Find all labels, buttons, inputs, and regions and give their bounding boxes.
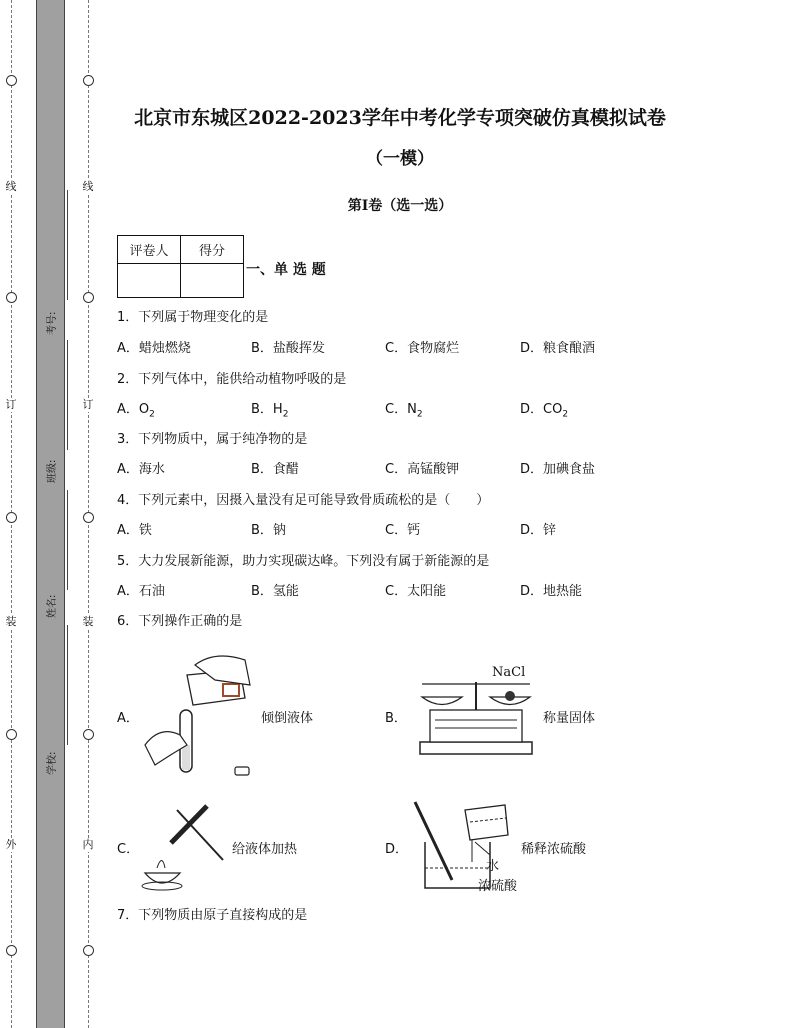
pouring-liquid-figure [135,650,260,785]
option-d-caption: 稀释浓硫酸 [521,842,587,857]
question-3: 3．下列物质中，属于纯净物的是 [117,432,308,447]
margin-char: 线 [5,180,17,193]
option-text: A．O [117,402,150,417]
field-name: 姓名: [47,594,58,618]
exam-title-subtitle: （一模） [366,149,434,169]
option-d[interactable]: D．加碘食盐 [520,462,596,477]
option-a-letter[interactable]: A． [117,711,139,726]
field-underline [67,190,68,300]
binding-hole [6,512,17,523]
binding-hole [6,75,17,86]
option-d[interactable]: D．粮食酿酒 [520,341,596,356]
option-b[interactable] [251,398,288,420]
binding-hole [83,292,94,303]
question-7: 7．下列物质由原子直接构成的是 [117,908,308,923]
option-text: D．CO [520,402,563,417]
part-title: 一、单 选 题 [246,262,326,278]
question-6: 6．下列操作正确的是 [117,614,243,629]
margin-char: 外 [5,838,17,851]
option-c-caption: 给液体加热 [232,842,298,857]
binding-hole [83,729,94,740]
option-c[interactable]: C．高锰酸钾 [385,462,460,477]
binding-hole [83,945,94,956]
option-a-caption: 倾倒液体 [261,711,314,726]
option-b-caption: 称量固体 [543,711,596,726]
question-4: 4．下列元素中，因摄入量没有足可能导致骨质疏松的是（ ） [117,493,490,508]
margin-char: 线 [82,180,94,193]
option-a[interactable]: A．海水 [117,462,165,477]
subscript: 2 [149,409,155,420]
subscript: 2 [562,409,569,420]
option-d[interactable]: D．锌 [520,523,557,538]
margin-char: 装 [5,615,17,628]
option-c[interactable]: C．钙 [385,523,421,538]
score-table [117,235,244,298]
option-b[interactable]: B．钠 [251,523,286,538]
field-school: 学校: [47,751,58,775]
option-a[interactable]: A．蜡烛燃烧 [117,341,191,356]
binding-hole [6,729,17,740]
option-d[interactable]: D．地热能 [520,584,583,599]
option-text: C．N [385,402,417,417]
option-c-letter[interactable]: C． [117,842,140,857]
question-2: 2．下列气体中，能供给动植物呼吸的是 [117,372,347,387]
nacl-label: NaCl [492,665,526,680]
heating-liquid-figure [135,798,230,893]
option-b[interactable]: B．食醋 [251,462,299,477]
water-label: 水 [486,859,500,874]
binding-hole [6,292,17,303]
option-c[interactable] [385,398,423,420]
option-d[interactable] [520,398,568,420]
binding-hole [83,512,94,523]
option-a[interactable] [117,398,155,420]
field-class: 班级: [47,459,58,483]
score-table-header: 得分 [181,236,244,264]
field-underline [67,490,68,590]
option-d-letter[interactable]: D． [385,842,409,857]
option-text: B．H [251,402,283,417]
option-a[interactable]: A．铁 [117,523,152,538]
option-b[interactable]: B．盐酸挥发 [251,341,325,356]
subscript: 2 [416,409,423,420]
margin-char: 订 [5,398,17,411]
option-a[interactable]: A．石油 [117,584,165,599]
field-underline [67,625,68,745]
score-table-header: 评卷人 [118,236,181,264]
field-underline [67,340,68,450]
margin-char: 内 [82,838,94,851]
score-cell[interactable] [181,264,244,298]
question-1: 1．下列属于物理变化的是 [117,310,269,325]
subscript: 2 [282,409,289,420]
score-cell[interactable] [118,264,181,298]
binding-hole [6,945,17,956]
binding-band [36,0,65,1028]
margin-char: 订 [82,398,94,411]
binding-hole [83,75,94,86]
option-b[interactable]: B．氢能 [251,584,299,599]
option-c[interactable]: C．食物腐烂 [385,341,460,356]
option-c[interactable]: C．太阳能 [385,584,447,599]
question-5: 5．大力发展新能源，助力实现碳达峰。下列没有属于新能源的是 [117,554,490,569]
exam-title: 北京市东城区2022-2023学年中考化学专项突破仿真模拟试卷 [134,107,666,129]
acid-label: 浓硫酸 [478,879,518,894]
option-b-letter[interactable]: B． [385,711,407,726]
section-title: 第I卷（选一选） [347,198,453,214]
margin-char: 装 [82,615,94,628]
field-exam-number: 考号: [47,311,58,335]
